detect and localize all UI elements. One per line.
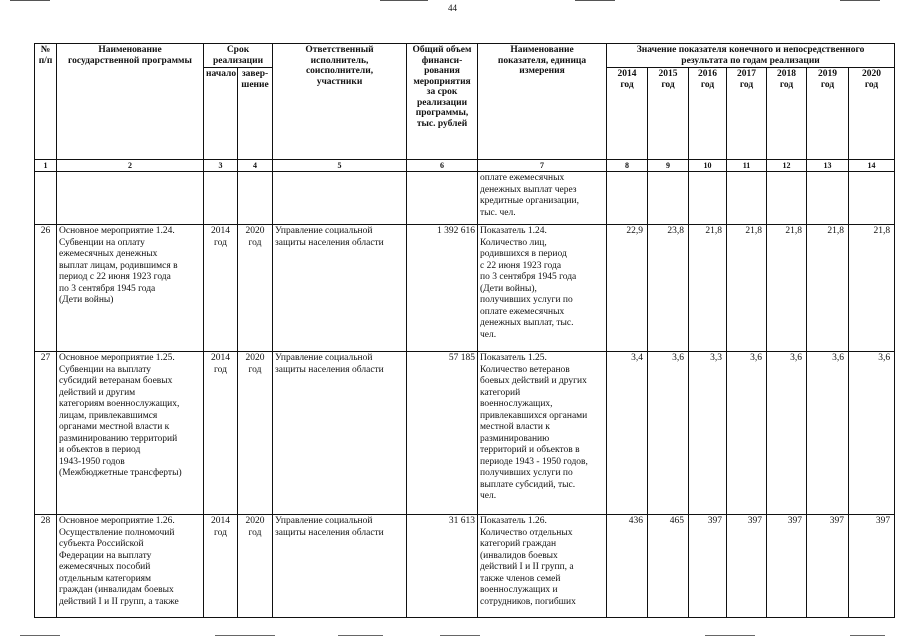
end-year: 2020 год <box>238 225 273 352</box>
value-cell: 21,8 <box>767 225 807 352</box>
funding-volume: 57 185 <box>407 352 478 515</box>
value-cell: 436 <box>607 515 648 618</box>
value-cell: 3,3 <box>689 352 727 515</box>
measure-name: Основное мероприятие 1.24. Субвенции на оплату ежемесячных денежных выплат лицам, родившимся в период с 22 июня 1923 года по 3 сентября 1945 года (Дети войны) <box>57 225 204 352</box>
header-year: 2014 год <box>607 68 648 160</box>
header-program-name: Наименование государственной программы <box>57 44 204 160</box>
header-values-title: Значение показателя конечного и непосредственного результата по годам реализации <box>607 44 895 68</box>
program-table <box>34 43 895 618</box>
value-cell: 397 <box>767 515 807 618</box>
value-cell: 23,8 <box>648 225 689 352</box>
value-cell: 3,6 <box>767 352 807 515</box>
page-number: 44 <box>448 3 457 13</box>
header-year: 2017 год <box>727 68 767 160</box>
column-number: 13 <box>807 160 849 172</box>
executor: Управление социальной защиты населения области <box>273 352 407 515</box>
start-year: 2014 год <box>204 225 238 352</box>
value-cell: 3,6 <box>849 352 895 515</box>
scan-edge-line <box>840 0 880 1</box>
column-number: 2 <box>57 160 204 172</box>
row-number: 28 <box>35 515 57 618</box>
indicator-cell: Показатель 1.24. Количество лиц, родившихся в период с 22 июня 1923 года по 3 сентября 1945 года (Дети войны), получивших услуги по оплате ежемесячных денежных выплат, тыс. чел. <box>478 225 607 352</box>
header-start: начало <box>204 68 238 160</box>
column-number-row <box>35 160 895 172</box>
value-cell: 21,8 <box>849 225 895 352</box>
table-row <box>35 515 895 618</box>
column-number: 12 <box>767 160 807 172</box>
header-row-1 <box>35 44 895 68</box>
measure-name: Основное мероприятие 1.25. Субвенции на выплату субсидий ветеранам боевых действий и другим категориям военнослужащих, лицам, привлекавшимся органами местной власти к разминированию территорий и объектов в период 1943-1950 годов (Межбюджетные трансферты) <box>57 352 204 515</box>
value-cell: 3,6 <box>648 352 689 515</box>
executor: Управление социальной защиты населения области <box>273 515 407 618</box>
funding-volume: 31 613 <box>407 515 478 618</box>
header-year: 2016 год <box>689 68 727 160</box>
column-number: 10 <box>689 160 727 172</box>
indicator-cell: оплате ежемесячных денежных выплат через кредитные организации, тыс. чел. <box>478 172 607 225</box>
header-year: 2015 год <box>648 68 689 160</box>
table-row <box>35 225 895 352</box>
value-cell: 22,9 <box>607 225 648 352</box>
column-number: 4 <box>238 160 273 172</box>
header-executor: Ответственный исполнитель, соисполнители, участники <box>273 44 407 160</box>
header-volume: Общий объем финанси- рования мероприятия за срок реализации программы, тыс. рублей <box>407 44 478 160</box>
column-number: 1 <box>35 160 57 172</box>
value-cell: 465 <box>648 515 689 618</box>
funding-volume: 1 392 616 <box>407 225 478 352</box>
row-number: 27 <box>35 352 57 515</box>
scan-edge-line <box>215 635 275 636</box>
column-number: 5 <box>273 160 407 172</box>
header-end: завер- шение <box>238 68 273 160</box>
start-year: 2014 год <box>204 352 238 515</box>
column-number: 6 <box>407 160 478 172</box>
scan-edge-line <box>440 635 480 636</box>
column-number: 7 <box>478 160 607 172</box>
value-cell: 3,6 <box>807 352 849 515</box>
header-term: Срок реализации <box>204 44 273 68</box>
table-row-continuation <box>35 172 895 225</box>
end-year: 2020 год <box>238 515 273 618</box>
value-cell: 397 <box>849 515 895 618</box>
row-number: 26 <box>35 225 57 352</box>
column-number: 9 <box>648 160 689 172</box>
scan-edge-line <box>10 0 50 1</box>
value-cell: 397 <box>689 515 727 618</box>
scan-edge-line <box>338 635 383 636</box>
header-num: № п/п <box>35 44 57 160</box>
column-number: 11 <box>727 160 767 172</box>
scan-edge-line <box>575 0 615 1</box>
indicator-cell: Показатель 1.25. Количество ветеранов боевых действий и других категорий военнослужащих, привлекавшихся органами местной власти к разминированию территорий и объектов в периоде 1943 - 1950 годов, получивших услуги по выплате субсидий, тыс. чел. <box>478 352 607 515</box>
value-cell: 397 <box>807 515 849 618</box>
value-cell: 3,6 <box>727 352 767 515</box>
value-cell: 21,8 <box>689 225 727 352</box>
end-year: 2020 год <box>238 352 273 515</box>
value-cell: 21,8 <box>727 225 767 352</box>
header-year: 2019 год <box>807 68 849 160</box>
scan-edge-line <box>380 0 428 1</box>
start-year: 2014 год <box>204 515 238 618</box>
value-cell: 3,4 <box>607 352 648 515</box>
header-indicator: Наименование показателя, единица измерения <box>478 44 607 160</box>
column-number: 8 <box>607 160 648 172</box>
header-year: 2018 год <box>767 68 807 160</box>
scan-edge-line <box>850 635 885 636</box>
column-number: 3 <box>204 160 238 172</box>
measure-name: Основное мероприятие 1.26. Осуществление полномочий субъекта Российской Федерации на выплату ежемесячных пособий отдельным категориям граждан (инвалидам боевых действий I и II групп, а также <box>57 515 204 618</box>
value-cell: 21,8 <box>807 225 849 352</box>
header-year: 2020 год <box>849 68 895 160</box>
scan-edge-line <box>705 635 755 636</box>
scan-edge-line <box>20 635 60 636</box>
column-number: 14 <box>849 160 895 172</box>
executor: Управление социальной защиты населения области <box>273 225 407 352</box>
indicator-cell: Показатель 1.26. Количество отдельных категорий граждан (инвалидов боевых действий I и II групп, а также членов семей военнослужащих и сотрудников, погибших <box>478 515 607 618</box>
value-cell: 397 <box>727 515 767 618</box>
table-row <box>35 352 895 515</box>
